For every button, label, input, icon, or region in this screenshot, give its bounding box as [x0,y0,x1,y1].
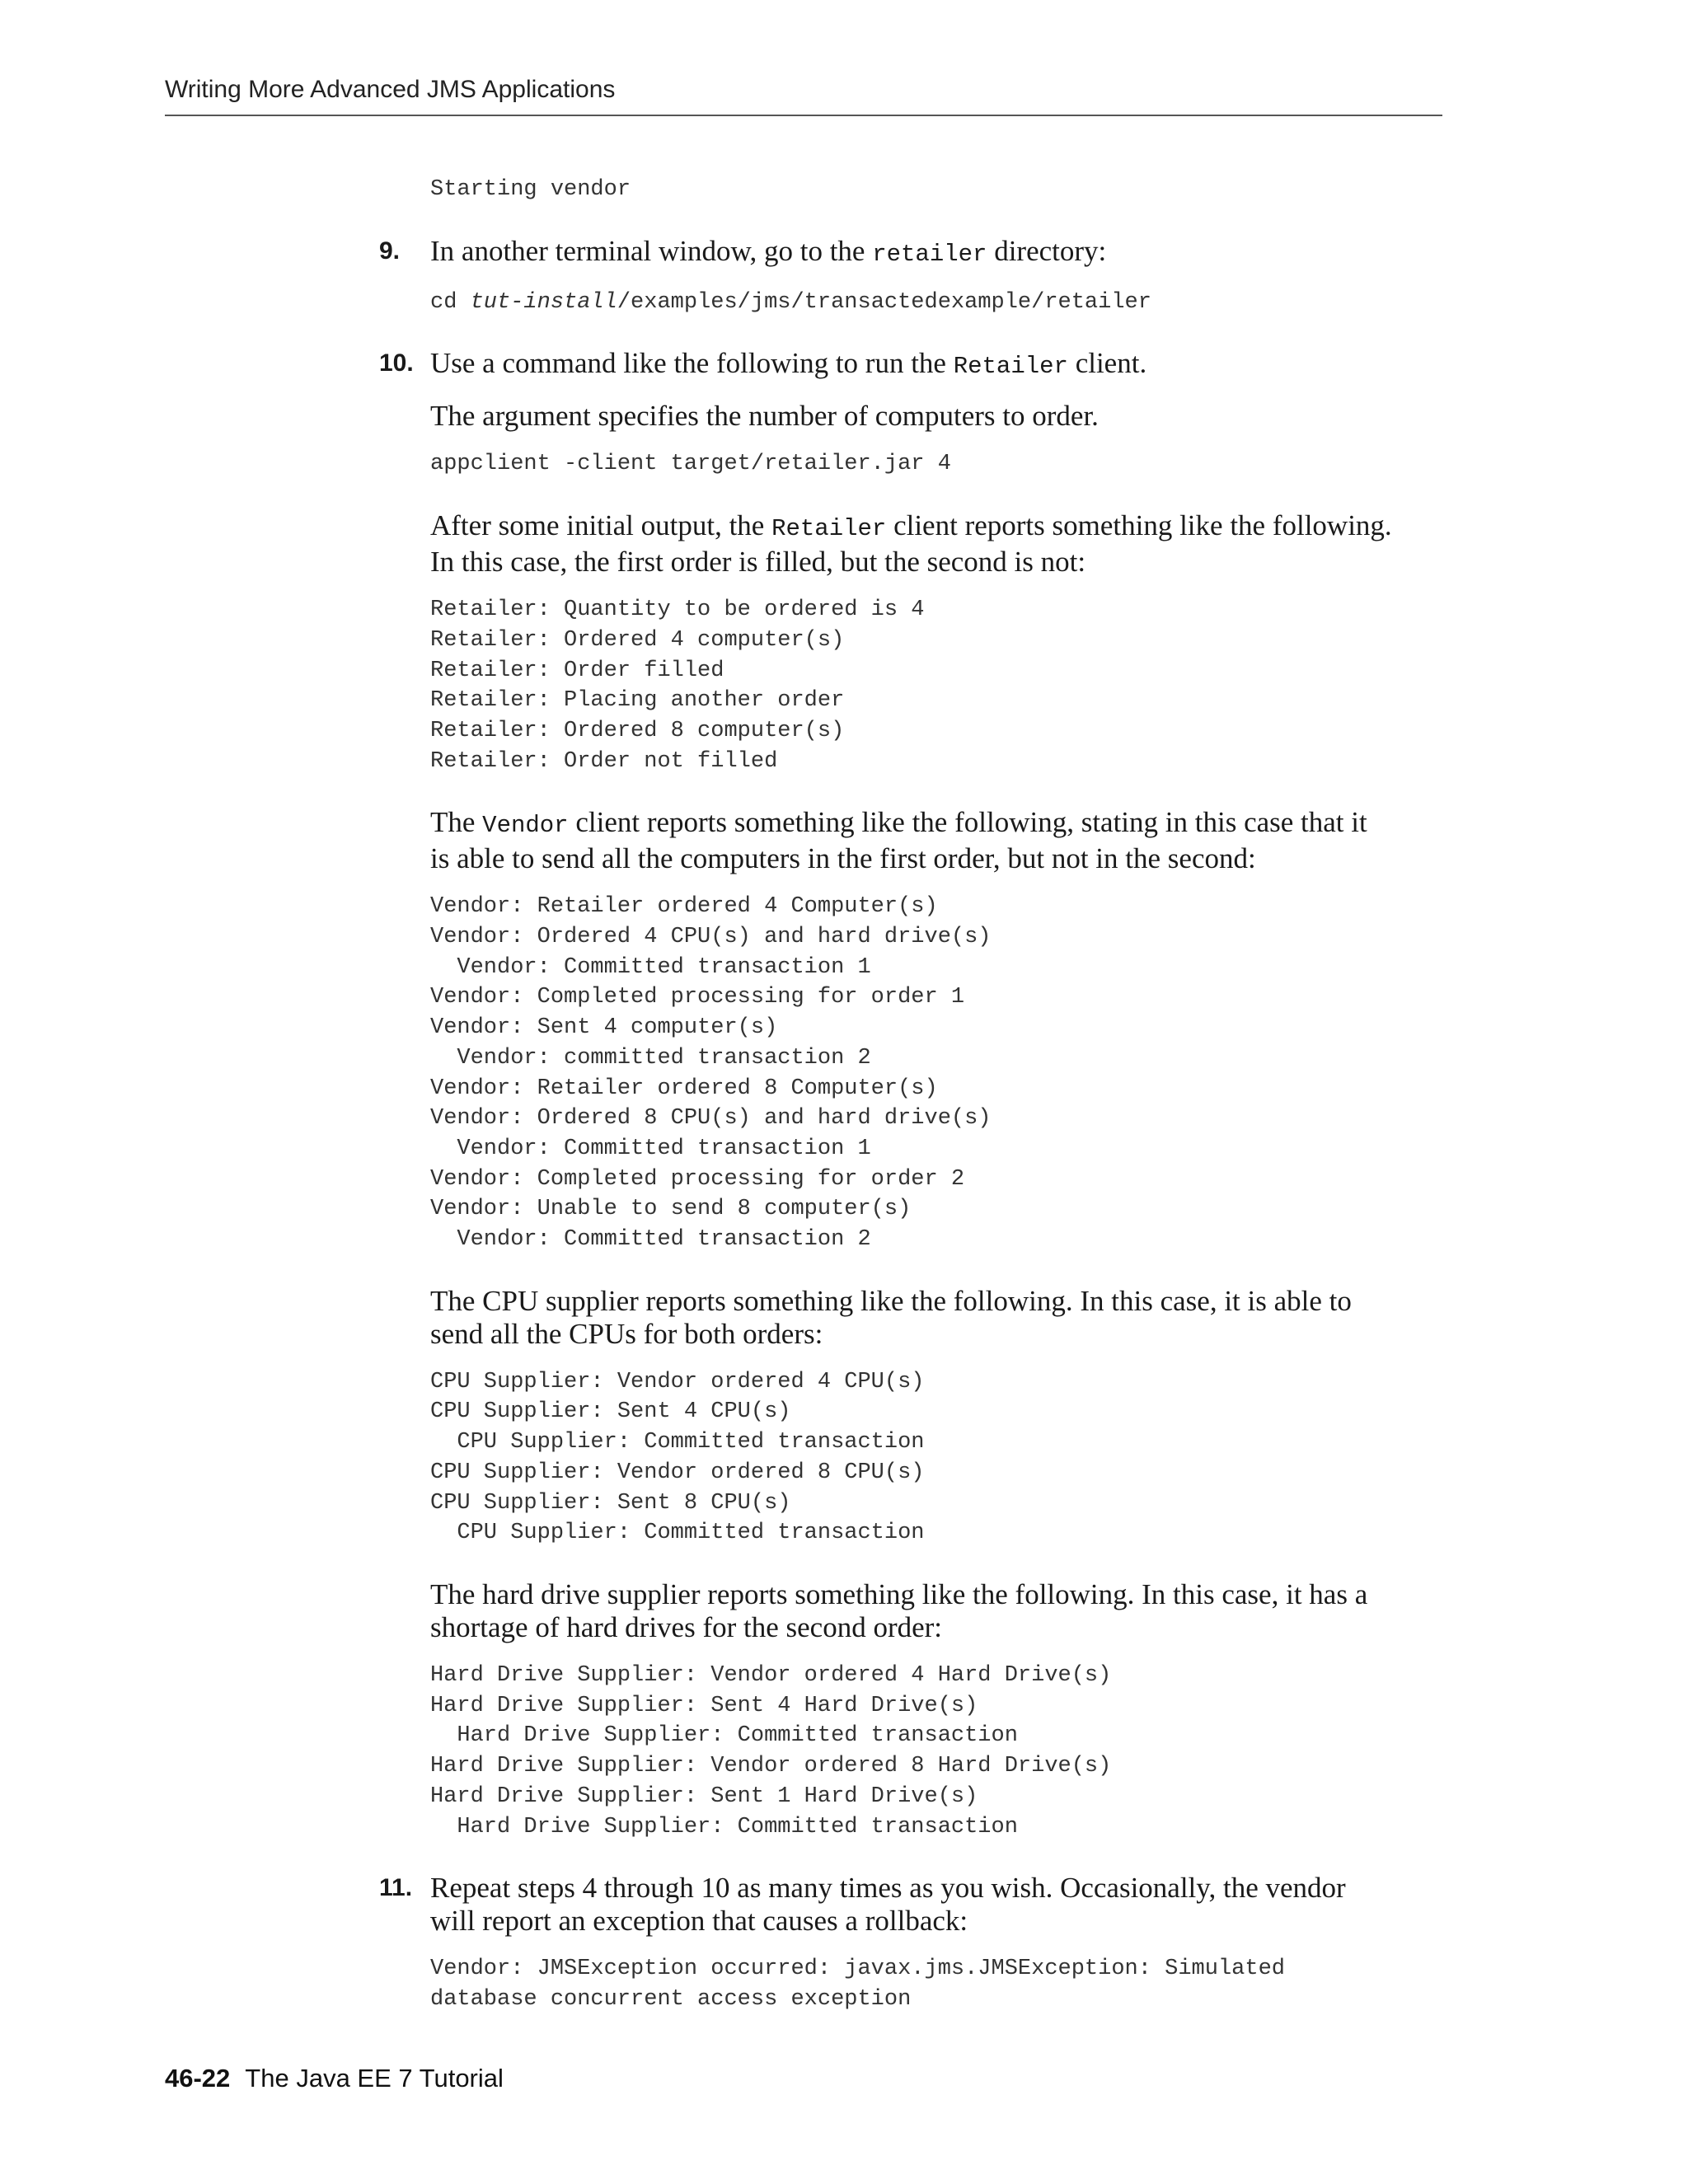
step-text: Repeat steps 4 through 10 as many times as you wish. Occasionally, the vendor [430,1872,1346,1905]
paragraph-text: send all the CPUs for both orders: [430,1317,823,1350]
paragraph-hd-output [430,1578,1444,1644]
inline-code: Vendor [482,812,569,840]
step-text: Use a command like the following to run the [430,347,954,380]
step-text: will report an exception that causes a rollback: [430,1905,968,1938]
paragraph-text: After some initial output, the [430,509,772,542]
code-block-appclient: appclient -client target/retailer.jar 4 [430,452,951,477]
code-text: cd [430,289,471,315]
code-block-starting-vendor: Starting vendor [430,177,631,202]
inline-code: Retailer [771,515,887,543]
paragraph-text: shortage of hard drives for the second order: [430,1610,943,1643]
code-block-cpu-output: CPU Supplier: Vendor ordered 4 CPU(s) CPU Supplier: Sent 4 CPU(s) CPU Supplier: Committed transaction CPU Supplier: Vendor ordered 8 CPU(s) CPU Supplier: Sent 8 CPU(s) CPU Supplier: Committed transaction [430,1369,925,1546]
step-text: directory: [987,234,1107,267]
paragraph-text: client reports something like the following. [886,509,1392,542]
code-block-cd-retailer [430,288,1444,318]
code-block-retailer-output: Retailer: Quantity to be ordered is 4 Retailer: Ordered 4 computer(s) Retailer: Order filled Retailer: Placing another order Retailer: Ordered 8 computer(s) Retailer: Order not filled [430,598,925,774]
paragraph-cpu-output [430,1285,1444,1351]
step-number: 10. [379,349,414,377]
paragraph-vendor-output [430,806,1444,875]
step-11 [379,1872,1444,1938]
paragraph-retailer-output [430,509,1444,579]
running-header: Writing More Advanced JMS Applications [165,76,616,103]
code-placeholder: tut-install [470,289,617,315]
step-9 [379,234,1444,271]
step-number: 11. [379,1874,413,1902]
paragraph-argument: The argument specifies the number of computers to order. [430,400,1099,433]
step-text: In another terminal window, go to the [430,234,873,267]
paragraph-text: The [430,806,483,839]
page-footer [165,2064,504,2093]
code-block-hd-output: Hard Drive Supplier: Vendor ordered 4 Hard Drive(s) Hard Drive Supplier: Sent 4 Hard Drive(s) Hard Drive Supplier: Committed transaction Hard Drive Supplier: Vendor ordered 8 Hard Drive(s) Hard Drive Supplier: Sent 1 Hard Drive(s) Hard Drive Supplier: Committed transaction [430,1662,1112,1840]
paragraph-text: In this case, the first order is filled, but the second is not: [430,546,1086,579]
step-10 [379,347,1444,383]
step-text: client. [1067,347,1147,380]
page-number: 46-22 [165,2064,231,2093]
code-block-vendor-output: Vendor: Retailer ordered 4 Computer(s) Vendor: Ordered 4 CPU(s) and hard drive(s) Vendor: Committed transaction 1 Vendor: Completed processing for order 1 Vendor: Sent 4 computer(s) Vendor: committed transaction 2 Vendor: Retailer ordered 8 Computer(s) Vendor: Ordered 8 CPU(s) and hard drive(s) Vendor: Committed transaction 1 Vendor: Completed processing for order 2 Vendor: Unable to send 8 computer(s) Vendor: Committed transaction 2 [430,894,992,1253]
paragraph-text: The hard drive supplier reports something like the following. In this case, it has a [430,1577,1368,1610]
header-rule [165,115,1442,116]
code-block-exception: Vendor: JMSException occurred: javax.jms.JMSException: Simulated database concurrent access exception [430,1957,1285,2012]
inline-code: Retailer [953,353,1068,381]
main-content [379,175,1444,2045]
inline-code: retailer [872,240,987,268]
book-title: The Java EE 7 Tutorial [245,2064,504,2093]
paragraph-text: client reports something like the following, stating in this case that it [568,806,1367,839]
paragraph-text: The CPU supplier reports something like the following. In this case, it is able to [430,1284,1352,1317]
step-number: 9. [379,237,401,265]
paragraph-text: is able to send all the computers in the first order, but not in the second: [430,842,1256,875]
code-text: /examples/jms/transactedexample/retailer [617,289,1151,315]
